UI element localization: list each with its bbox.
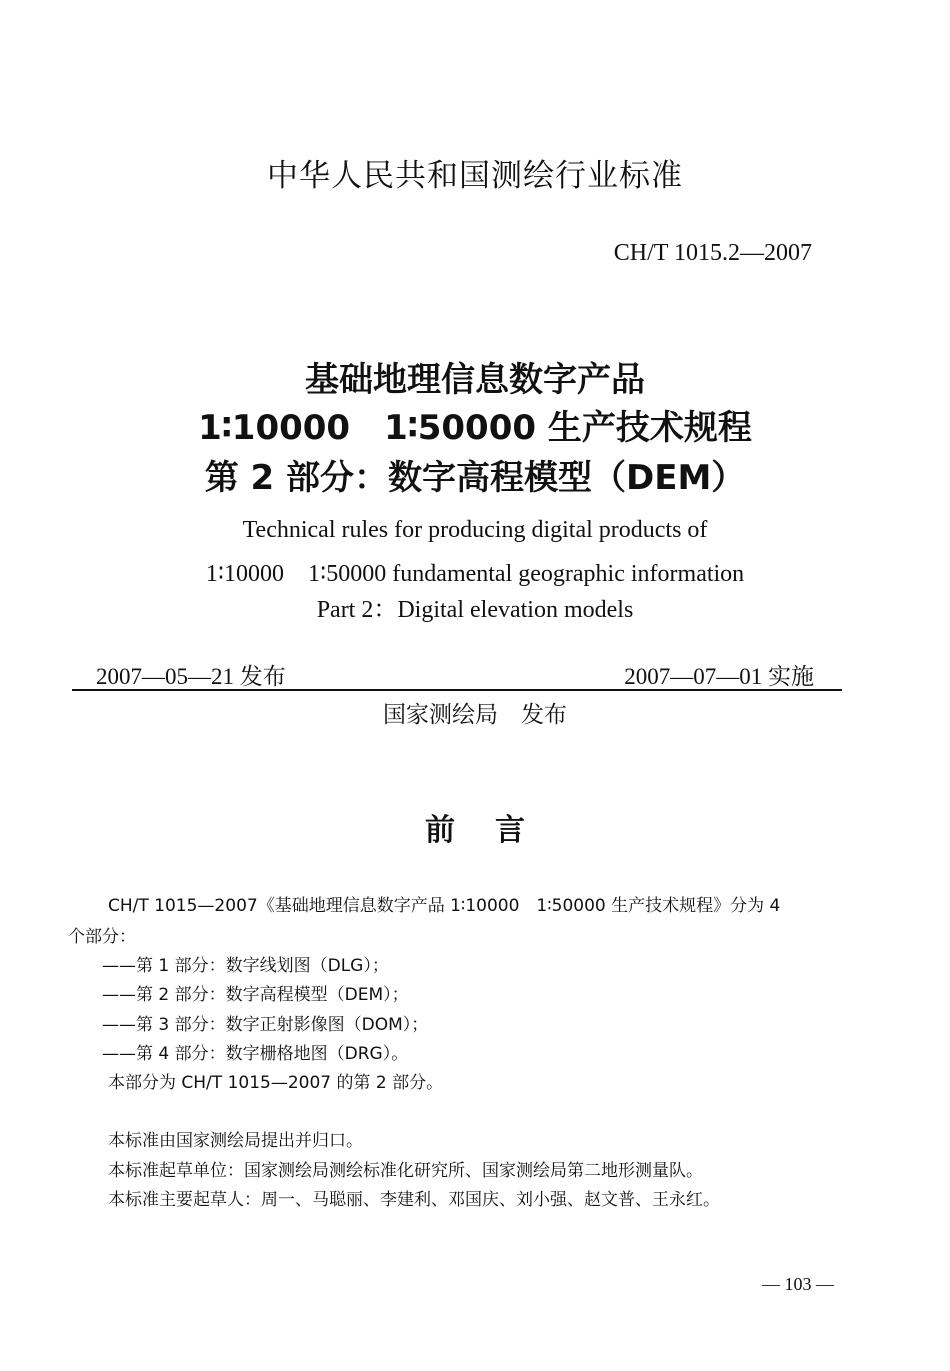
list-item: ——第 4 部分：数字栅格地图（DRG）。 [102, 1044, 409, 1064]
foreword-heading: 前言 [425, 813, 565, 848]
publish-date: 2007—05—21 发布 [96, 664, 286, 689]
list-item: ——第 2 部分：数字高程模型（DEM）； [102, 985, 409, 1005]
page-number: — 103 — [762, 1274, 834, 1294]
title-zh-line-3: 第 2 部分：数字高程模型（DEM） [204, 458, 746, 498]
list-item: ——第 1 部分：数字线划图（DLG）； [102, 956, 389, 976]
foreword-paragraph-1: CH/T 1015—2007《基础地理信息数字产品 1∶10000 1∶50000 生产技术规程》分为 4 [108, 896, 781, 916]
foreword-paragraph-5: 本标准主要起草人：周一、马聪丽、李建利、邓国庆、刘小强、赵文普、王永红。 [108, 1190, 720, 1210]
date-row [72, 656, 842, 691]
implement-date: 2007—07—01 实施 [624, 664, 814, 689]
title-zh-line-1: 基础地理信息数字产品 [305, 360, 645, 400]
title-zh-line-2: 1∶10000 1∶50000 生产技术规程 [198, 408, 752, 448]
publisher: 国家测绘局 发布 [383, 702, 567, 728]
title-en-line-1: Technical rules for producing digital products of [242, 517, 708, 543]
title-en-line-2: 1∶10000 1∶50000 fundamental geographic information [205, 561, 745, 587]
industry-standard-title: 中华人民共和国测绘行业标准 [267, 158, 683, 194]
standard-code: CH/T 1015.2—2007 [613, 240, 812, 266]
list-item: ——第 3 部分：数字正射影像图（DOM）； [102, 1015, 429, 1035]
foreword-paragraph-3: 本标准由国家测绘局提出并归口。 [108, 1131, 363, 1151]
foreword-paragraph-1-continued: 个部分： [68, 927, 136, 947]
title-en-line-3: Part 2：Digital elevation models [316, 597, 634, 623]
foreword-paragraph-2: 本部分为 CH/T 1015—2007 的第 2 部分。 [108, 1073, 444, 1093]
foreword-paragraph-4: 本标准起草单位：国家测绘局测绘标准化研究所、国家测绘局第二地形测量队。 [108, 1161, 703, 1181]
